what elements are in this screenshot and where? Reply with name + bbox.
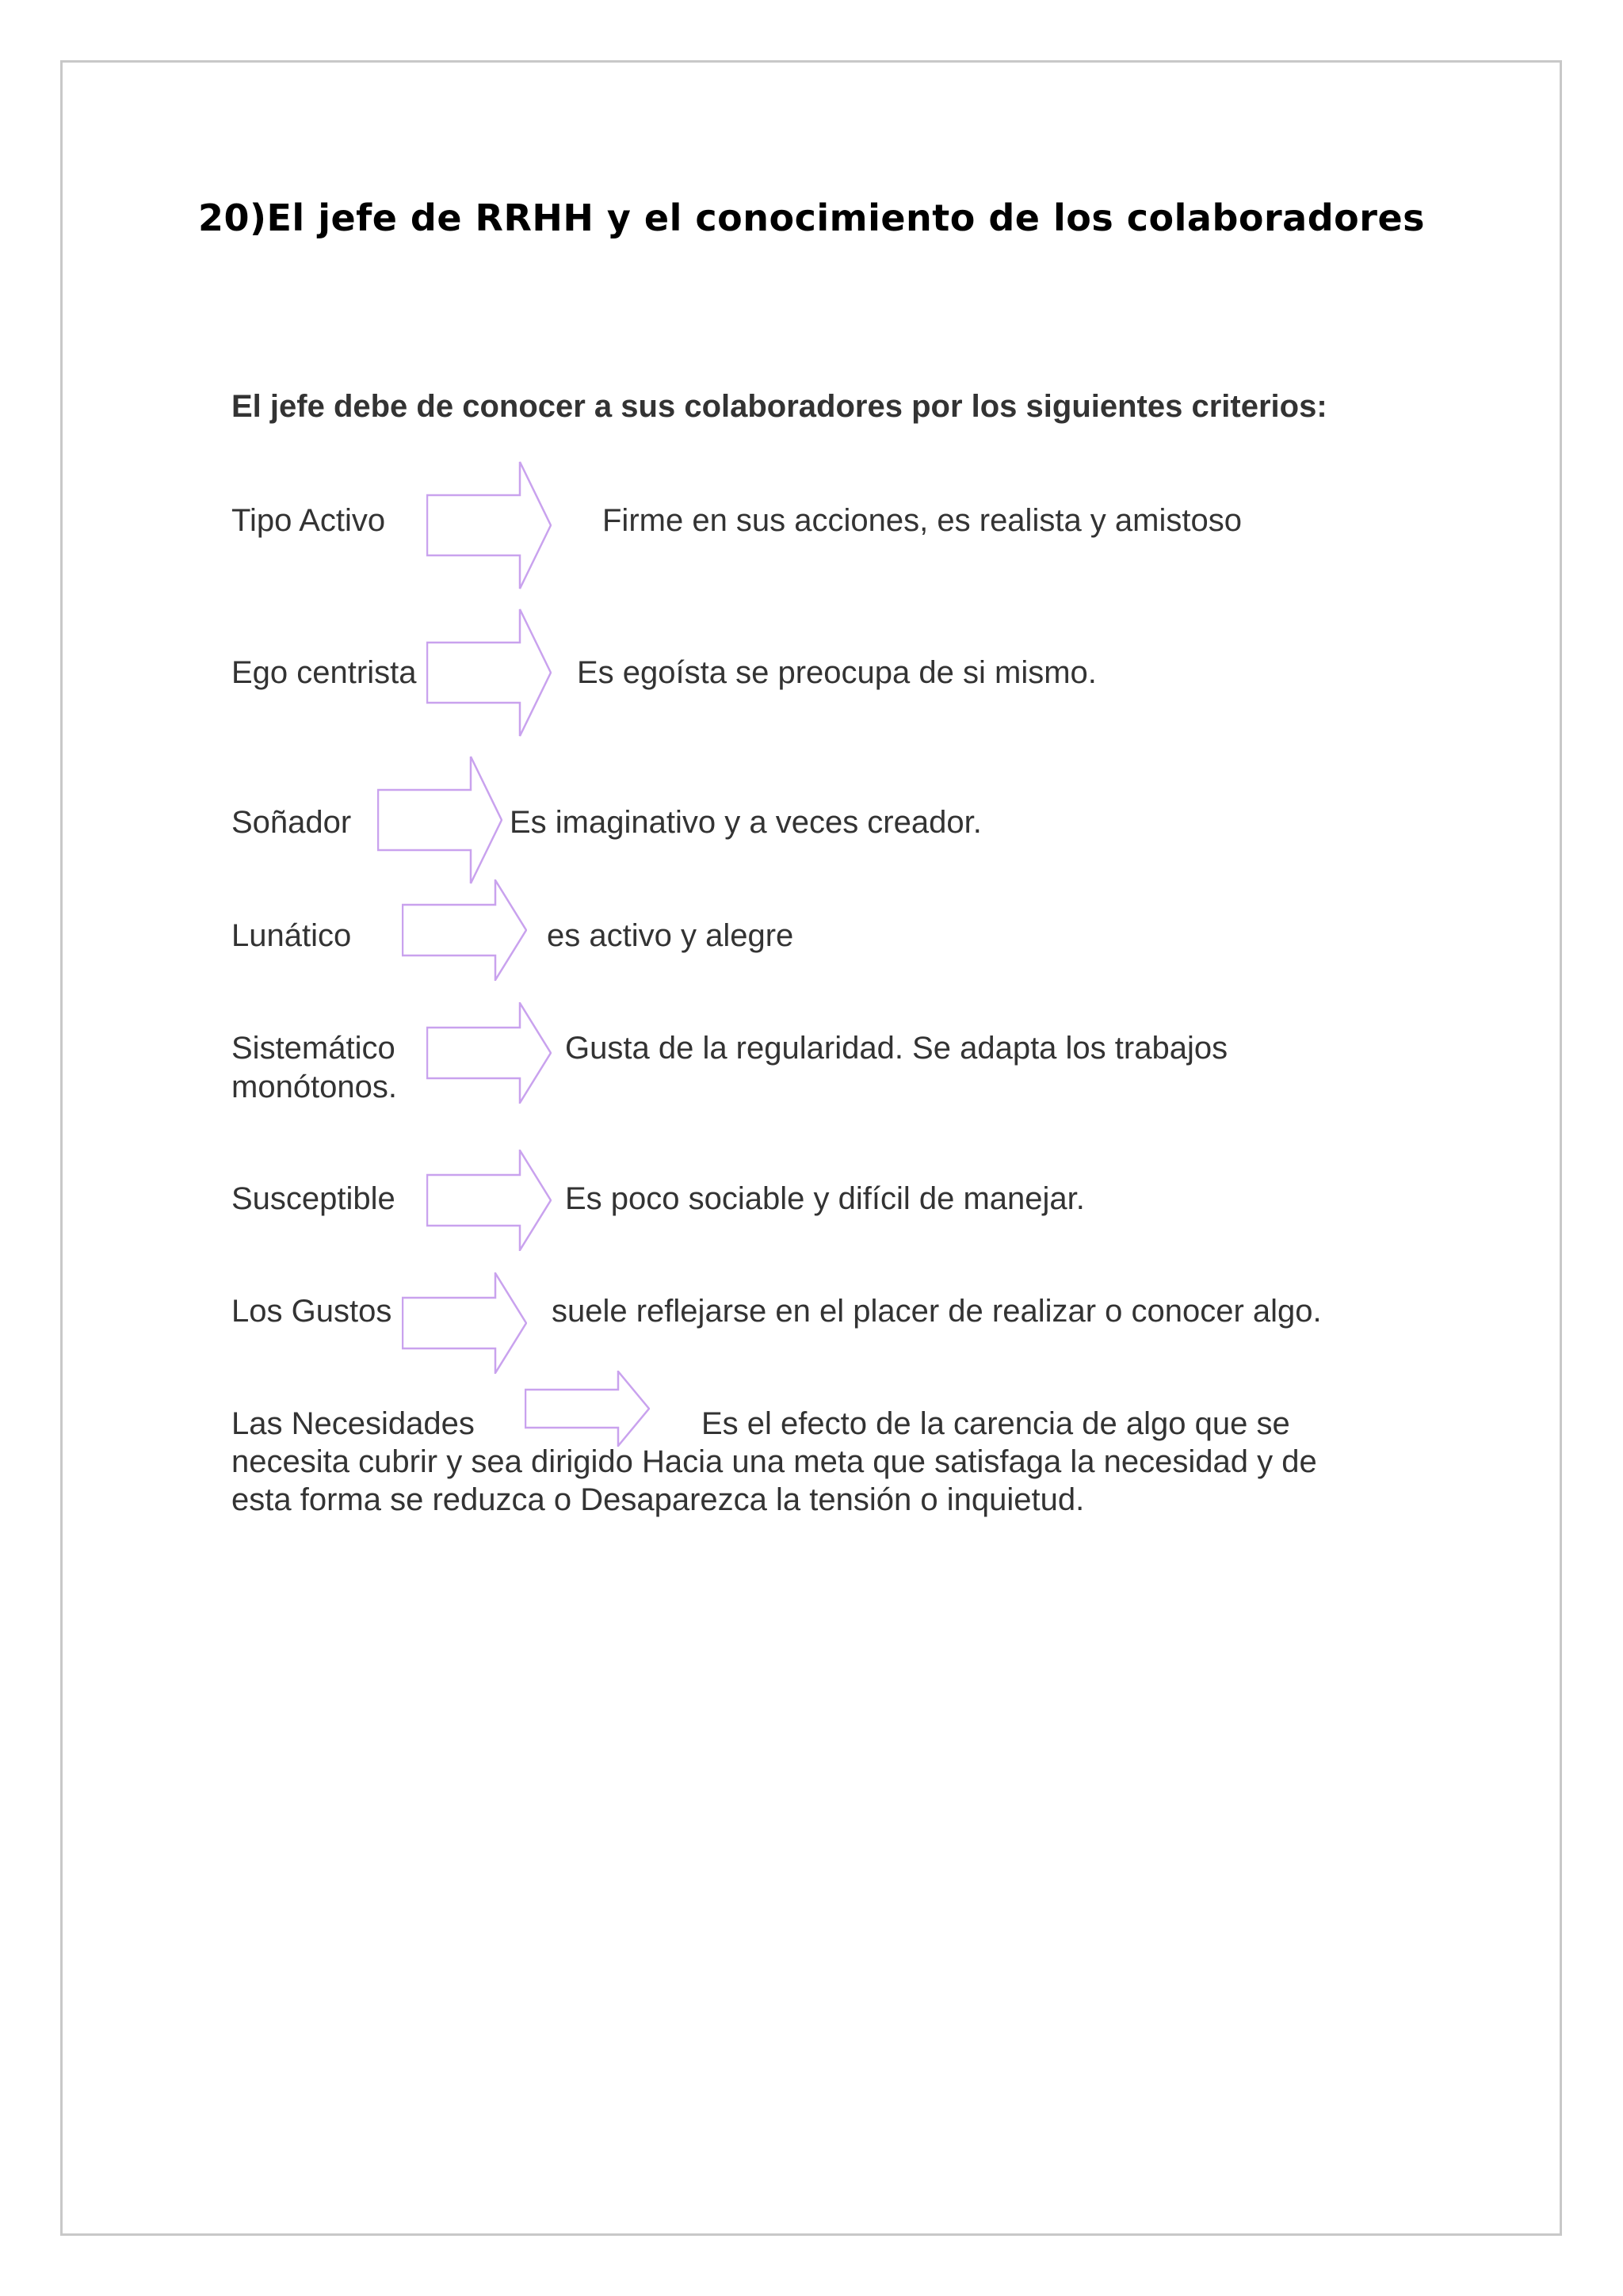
criterion-description-lunatico: es activo y alegre [547, 918, 794, 953]
arrow-right-icon [426, 1150, 552, 1251]
criterion-label-ego-centrista: Ego centrista [231, 655, 417, 690]
criterion-description-las-necesidades-line3: esta forma se reduzca o Desaparezca la tensión o inquietud. [231, 1482, 1085, 1517]
arrow-right-icon [402, 879, 527, 981]
arrow-right-icon [377, 756, 502, 884]
criterion-label-susceptible: Susceptible [231, 1181, 395, 1216]
criterion-description-los-gustos: suele reflejarse en el placer de realizar o conocer algo. [552, 1294, 1322, 1329]
arrow-right-icon [426, 1002, 552, 1104]
criterion-label-tipo-activo: Tipo Activo [231, 503, 386, 538]
page-border [60, 60, 1562, 2236]
arrow-right-icon [402, 1272, 527, 1374]
criterion-description-sonador: Es imaginativo y a veces creador. [510, 805, 982, 840]
criterion-description-tipo-activo: Firme en sus acciones, es realista y amistoso [602, 503, 1242, 538]
criterion-description-sistematico-continuation: monótonos. [231, 1070, 398, 1104]
arrow-right-icon [426, 461, 552, 589]
criterion-label-los-gustos: Los Gustos [231, 1294, 392, 1329]
criterion-label-sistematico: Sistemático [231, 1031, 395, 1066]
criterion-description-ego-centrista: Es egoísta se preocupa de si mismo. [577, 655, 1097, 690]
arrow-right-icon [426, 608, 552, 737]
intro-text: El jefe debe de conocer a sus colaboradores por los siguientes criterios: [231, 389, 1327, 424]
arrow-right-icon [525, 1371, 650, 1447]
criterion-description-sistematico: Gusta de la regularidad. Se adapta los trabajos [565, 1031, 1228, 1066]
criterion-label-las-necesidades: Las Necesidades [231, 1406, 475, 1441]
criterion-label-sonador: Soñador [231, 805, 352, 840]
criterion-description-susceptible: Es poco sociable y difícil de manejar. [565, 1181, 1085, 1216]
criterion-label-lunatico: Lunático [231, 918, 352, 953]
criterion-description-las-necesidades-line2: necesita cubrir y sea dirigido Hacia una meta que satisfaga la necesidad y de [231, 1444, 1317, 1479]
page-title: 20)El jefe de RRHH y el conocimiento de los colaboradores [197, 196, 1426, 239]
criterion-description-las-necesidades: Es el efecto de la carencia de algo que se [701, 1406, 1290, 1441]
